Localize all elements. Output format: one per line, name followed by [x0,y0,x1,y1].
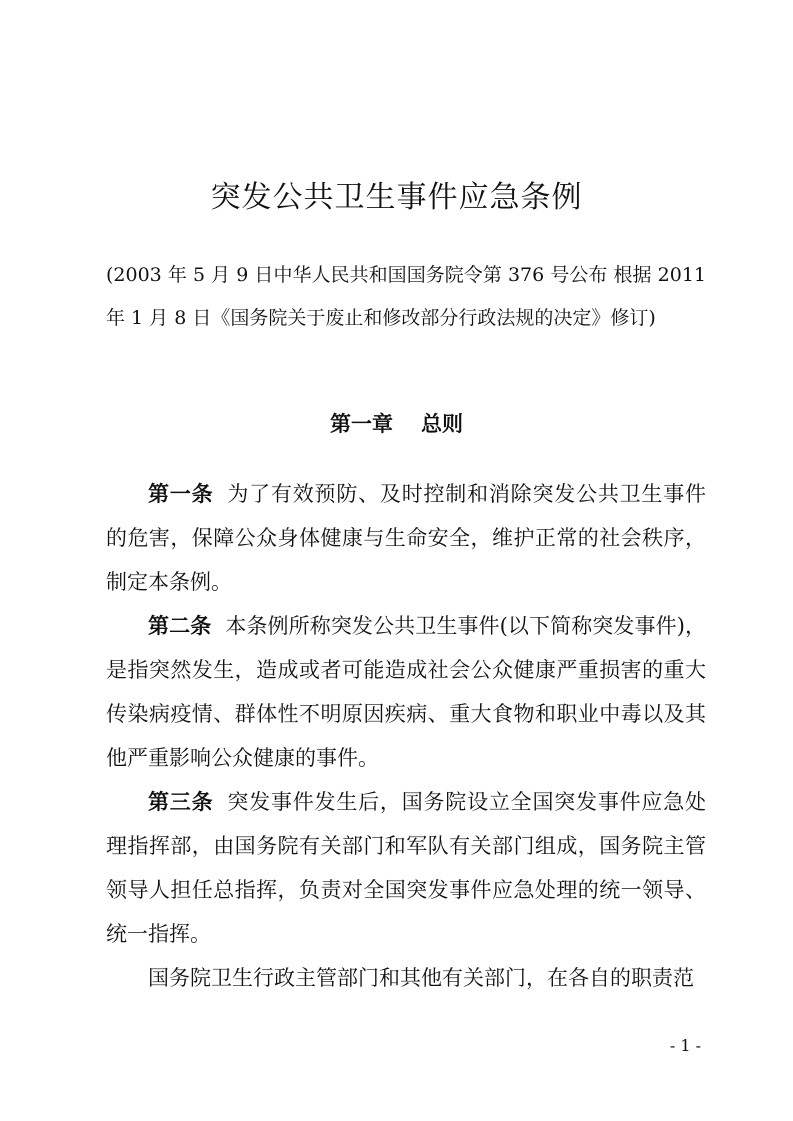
chapter-name: 总则 [421,412,463,436]
article-label: 第一条 [148,482,214,506]
article-2 [106,604,706,780]
page-number: - 1 - [669,1036,701,1055]
promulgation-note: (2003 年 5 月 9 日中华人民共和国国务院令第 376 号公布 根据 2011 年 1 月 8 日《国务院关于废止和修改部分行政法规的决定》修订) [106,264,706,329]
article-3 [106,780,706,956]
article-text: 为了有效预防、及时控制和消除突发公共卫生事件的危害，保障公众身体健康与生命安全，维护正常的社会秩序，制定本条例。 [106,482,706,594]
document-title: 突发公共卫生事件应急条例 [210,180,583,215]
article-text: 本条例所称突发公共卫生事件(以下简称突发事件)，是指突然发生，造成或者可能造成社会公众健康严重损害的重大传染病疫情、群体性不明原因疾病、重大食物和职业中毒以及其他严重影响公众健康的事件。 [106,614,707,770]
article-label: 第三条 [148,790,214,814]
chapter-number: 第一章 [330,412,393,436]
article-label: 第二条 [148,614,212,638]
article-text: 突发事件发生后，国务院设立全国突发事件应急处理指挥部，由国务院有关部门和军队有关部门组成，国务院主管领导人担任总指挥，负责对全国突发事件应急处理的统一领导、统一指挥。 [106,790,706,946]
article-1 [106,472,706,604]
continuation-paragraph: 国务院卫生行政主管部门和其他有关部门，在各自的职责范 [148,966,694,990]
chapter-heading [0,408,793,438]
